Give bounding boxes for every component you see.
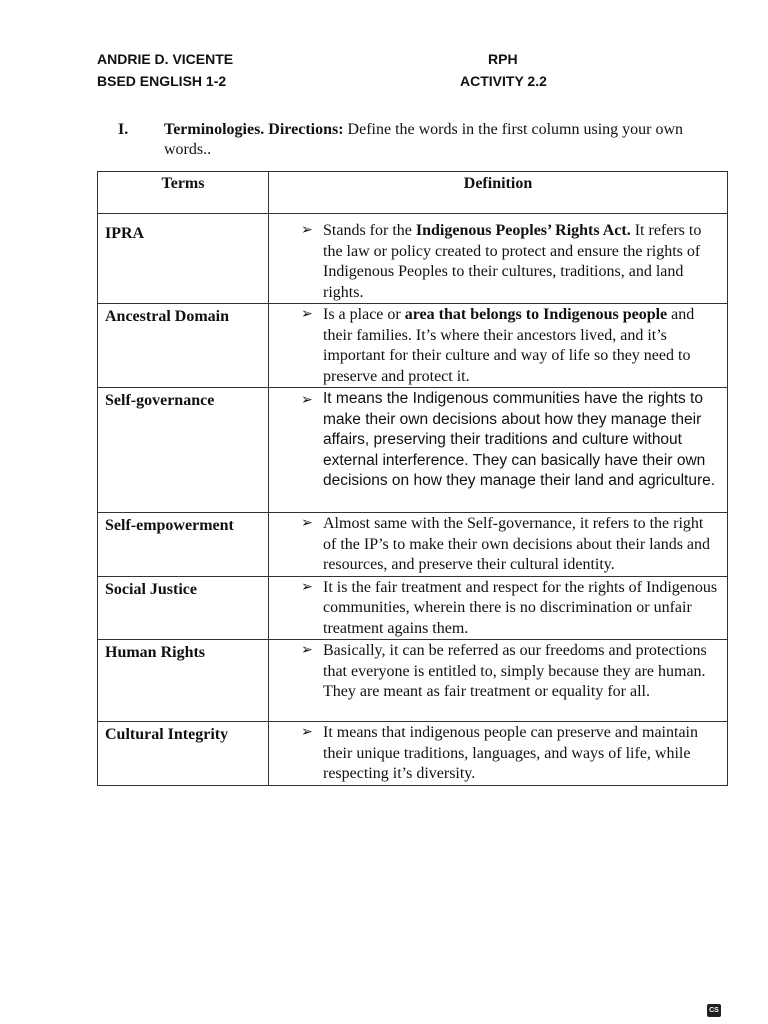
term-cell: Social Justice <box>98 576 269 640</box>
header-terms: Terms <box>98 172 269 214</box>
table-row <box>98 513 728 577</box>
student-course: BSED ENGLISH 1-2 <box>97 73 227 89</box>
definition-cell: ➢ It means the Indigenous communities have the rights to make their own decisions about how they manage their affairs, preserving their traditions and culture without external interference. They can basically have their own decisions on how they manage their land and agriculture. <box>269 388 728 513</box>
definition-cell: ➢ Stands for the Indigenous Peoples’ Rights Act. It refers to the law or policy created to protect and ensure the rights of Indigenous Peoples to their cultures, traditions, and land rights. <box>269 214 728 304</box>
term-cell: Ancestral Domain <box>98 304 269 388</box>
arrow-bullet-icon: ➢ <box>301 307 313 322</box>
term-cell: Self-governance <box>98 388 269 513</box>
activity-number: ACTIVITY 2.2 <box>460 73 547 89</box>
terms-table <box>97 171 728 786</box>
table-header-row <box>98 172 728 214</box>
student-info <box>97 48 233 92</box>
table-row <box>98 576 728 640</box>
arrow-bullet-icon: ➢ <box>301 643 313 658</box>
student-name: ANDRIE D. VICENTE <box>97 51 234 67</box>
table-row <box>98 304 728 388</box>
arrow-bullet-icon: ➢ <box>301 579 313 595</box>
table-row <box>98 214 728 304</box>
activity-info <box>460 48 547 92</box>
header-definition: Definition <box>269 172 728 214</box>
section-title: Terminologies. Directions: <box>164 121 344 138</box>
definition-cell: ➢ Almost same with the Self-governance, it refers to the right of the IP’s to make their own decisions about their lands and resources, and preserve their cultural identity. <box>269 513 728 577</box>
camscanner-badge-icon: CS <box>707 1004 721 1017</box>
section-instructions: Define the words in the first column using your own words.. <box>164 121 684 158</box>
subject-code: RPH <box>488 51 518 67</box>
definition-cell: ➢ It means that indigenous people can preserve and maintain their unique traditions, languages, and ways of life, while respecting it’s diversity. <box>269 722 728 786</box>
definition-cell: ➢ Basically, it can be referred as our freedoms and protections that everyone is entitled to, simply because they are human. They are meant as fair treatment or equality for all. <box>269 640 728 722</box>
term-cell: IPRA <box>98 214 269 304</box>
arrow-bullet-icon: ➢ <box>301 391 313 407</box>
arrow-bullet-icon: ➢ <box>301 223 313 238</box>
table-row <box>98 388 728 513</box>
arrow-bullet-icon: ➢ <box>301 725 313 740</box>
section-number: I. <box>118 121 129 138</box>
section-text <box>164 120 724 160</box>
arrow-bullet-icon: ➢ <box>301 516 313 531</box>
table-row <box>98 640 728 722</box>
table-row <box>98 722 728 786</box>
definition-cell: ➢ It is the fair treatment and respect for the rights of Indigenous communities, wherein there is no discrimination or unfair treatment agains them. <box>269 576 728 640</box>
term-cell: Cultural Integrity <box>98 722 269 786</box>
definition-cell: ➢ Is a place or area that belongs to Indigenous people and their families. It’s where their ancestors lived, and it’s important for their culture and way of life so they need to preserve and protect it. <box>269 304 728 388</box>
term-cell: Self-empowerment <box>98 513 269 577</box>
term-cell: Human Rights <box>98 640 269 722</box>
